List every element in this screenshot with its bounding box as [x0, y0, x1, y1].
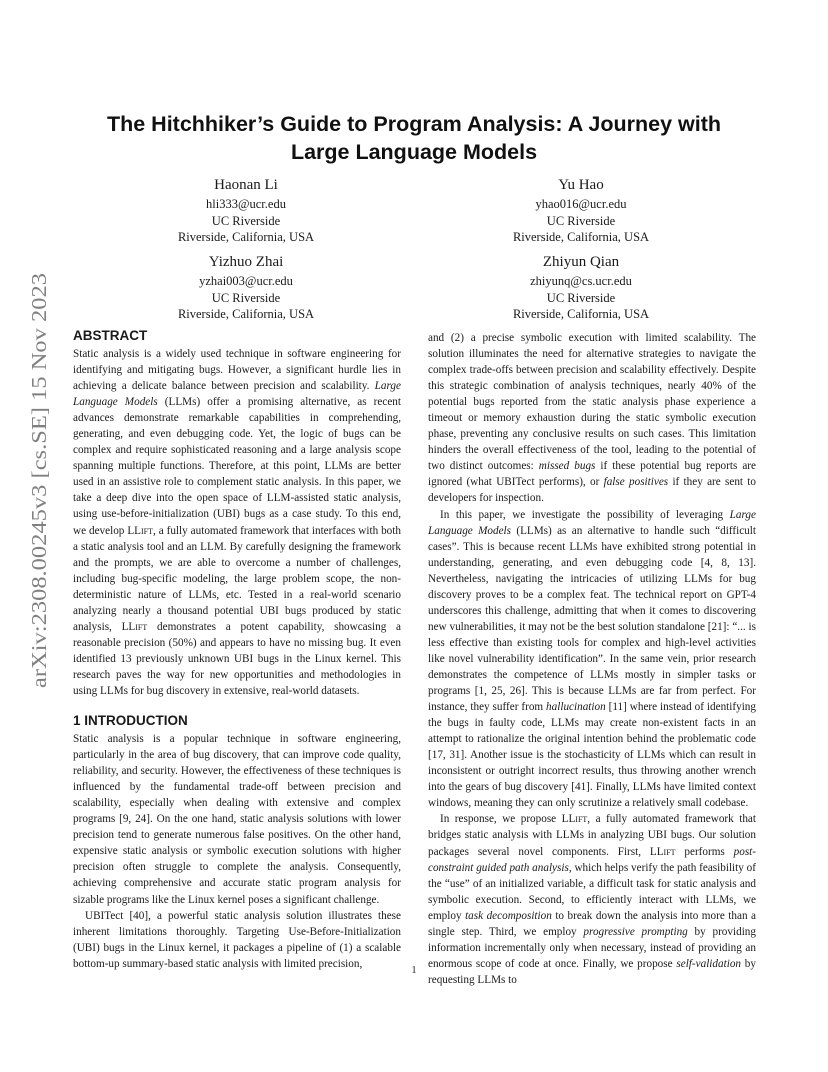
author-name: Haonan Li	[214, 177, 278, 193]
author-affiliation: UC Riverside	[546, 290, 616, 305]
author-name: Yizhuo Zhai	[208, 254, 284, 270]
body-paragraph: In response, we propose LLift, a fully automated framework that bridges static analysis with LLMs in analyzing UBI bugs. Our solution packages several novel components. First, LLift performs post-constraint guided path analysis, which helps verify the path feasibility of the “use” of an initialized variable, a difficult task for static analysis and symbolic execution. Second, to efficiently interact with LLMs, we employ task decomposition to break down the analysis into more than a single step. Third, we employ progressive prompting by providing information incrementally only when necessary, instead of providing an enormous scope of code at once. Finally, we propose self-validation by requesting LLMs to	[428, 813, 757, 986]
author-name: Yu Hao	[558, 177, 604, 193]
intro-paragraph: Static analysis is a popular technique in software engineering, particularly in the area of bug discovery, that can improve code quality, reliability, and security. However, the effectiveness of these techniques is influenced by the fundamental trade-off between precision and scalability, especially when dealing with extensive and complex programs [9, 24]. On the one hand, static analysis solutions with lower precision tend to generate numerous false positives. On the other hand, expensive static analysis or symbolic execution solutions with higher precision often struggle to complete the analysis. Consequently, achieving comprehensive and accurate static program analysis for sizable programs like the Linux kernel poses a significant challenge.	[73, 733, 401, 906]
right-column	[428, 330, 756, 988]
author-email: yzhai003@ucr.edu	[199, 274, 293, 288]
llift-name: LLift	[561, 813, 588, 826]
author-email: yhao016@ucr.edu	[535, 197, 627, 211]
author-location: Riverside, California, USA	[512, 307, 650, 321]
paper-title	[0, 110, 828, 166]
title-line-1: The Hitchhiker’s Guide to Program Analysis: A Journey with	[106, 112, 722, 136]
llift-name: LLift	[649, 845, 676, 858]
abstract-text: Static analysis is a widely used technique in software engineering for identifying and mitigating bugs. However, a significant hurdle lies in achieving a delicate balance between precision and scalability. Large Language Models (LLMs) offer a promising alternative, as recent advances demonstrate remarkable capabilities in comprehending, generating, and even debugging code. Yet, the logic of bugs can be complex and require sophisticated reasoning and a large analysis scope spanning multiple functions. Therefore, at this point, LLMs are better used in an assistive role to complement static analysis. In this paper, we take a deep dive into the open space of LLM-assisted static analysis, using use-before-initialization (UBI) bugs as a case study. To this end, we develop LLift, a fully automated framework that interfaces with both a static analysis tool and an LLM. By carefully designing the framework and the prompts, we are able to overcome a number of challenges, including bug-specific modeling, the large problem scope, the non-deterministic nature of LLMs, etc. Tested in a real-world scenario analyzing nearly a thousand potential UBI bugs produced by static analysis, LLift demonstrates a potent capability, showcasing a reasonable precision (50%) and appears to have no missing bug. It even identified 13 previously unknown UBI bugs in the Linux kernel. This research paves the way for new opportunities and methodologies in using LLMs for bug discovery in extensive, real-world datasets.	[73, 348, 402, 697]
title-line-2: Large Language Models	[290, 140, 538, 164]
body-paragraph: and (2) a precise symbolic execution with limited scalability. The solution illuminates the need for alternative strategies to navigate the complex trade-offs between precision and scalability effectively. Despite this strategic combination of analysis techniques, nearly 40% of the potential bugs reported from the static analysis phase experience a timeout or memory exhaustion during the static symbolic execution phase, preventing any conclusive results on such cases. This limitation hinders the overall effectiveness of the tool, leading to the potential of two distinct outcomes: missed bugs if these potential bug reports are ignored (what UBITect performs), or false positives if they are sent to developers for inspection.	[428, 332, 757, 505]
page-number: 1	[411, 965, 417, 976]
left-column	[73, 327, 401, 972]
llift-name: LLift	[121, 620, 148, 633]
abstract-heading: ABSTRACT	[73, 328, 148, 343]
author-block	[451, 175, 711, 246]
body-paragraph: In this paper, we investigate the possibility of leveraging Large Language Models (LLMs) as an alternative to handle such “difficult cases”. This is because recent LLMs have exhibited strong potential in understanding, generating, and even debugging code [4, 8, 13]. Nevertheless, navigating the intricacies of utilizing LLMs for bug discovery proves to be a complex feat. The technical report on GPT-4 underscores this challenge, admitting that when it comes to discovering new vulnerabilities, it may not be the best solution standalone [21]: “... is less effective than existing tools for complex and high-level activities like novel vulnerability identification”. In the same vein, prior research demonstrates the competence of LLMs mostly in simpler tasks or programs [1, 25, 26]. This is because LLMs are far from perfect. For instance, they suffer from hallucination [11] where instead of identifying the bugs in faulty code, LLMs may create non-existent facts in an attempt to rationalize the original intention behind the problematic code [17, 31]. Another issue is the stochasticity of LLMs which can result in inconsistent or outright incorrect results, thus throwing another wrench into the gears of bug discovery [41]. Finally, LLMs have limited context windows, meaning they can only scrutinize a relatively small codebase.	[428, 508, 756, 810]
author-block	[116, 175, 376, 246]
author-location: Riverside, California, USA	[512, 230, 650, 244]
introduction-heading: 1 INTRODUCTION	[73, 713, 188, 729]
author-affiliation: UC Riverside	[546, 213, 616, 228]
author-email: hli333@ucr.edu	[206, 197, 286, 211]
author-location: Riverside, California, USA	[177, 307, 315, 321]
author-location: Riverside, California, USA	[177, 230, 315, 244]
arxiv-stamp	[18, 270, 54, 690]
intro-paragraph: UBITect [40], a powerful static analysis solution illustrates these inherent limitations thoroughly. Targeting Use-Before-Initialization (UBI) bugs in the Linux kernel, it packages a pipeline of (1) a scalable bottom-up summary-based static analysis with limited precision,	[73, 909, 401, 970]
author-affiliation: UC Riverside	[211, 213, 281, 228]
arxiv-stamp-text: arXiv:2308.00245v3 [cs.SE] 15 Nov 2023	[27, 323, 51, 688]
author-block	[116, 252, 376, 323]
author-name: Zhiyun Qian	[542, 254, 620, 270]
author-block	[451, 252, 711, 323]
llift-name: LLift	[127, 524, 153, 537]
author-affiliation: UC Riverside	[211, 290, 281, 305]
author-email: zhiyunq@cs.ucr.edu	[530, 274, 632, 288]
